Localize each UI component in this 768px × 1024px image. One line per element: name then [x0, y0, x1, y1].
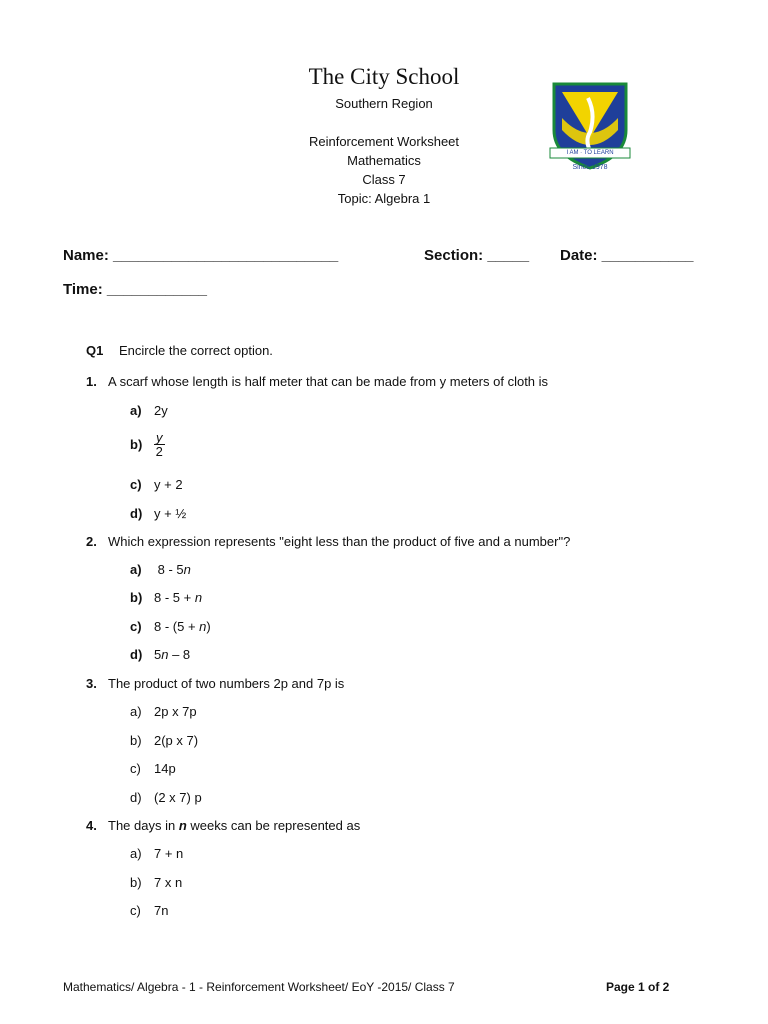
question-text: The days in [108, 818, 179, 833]
option-text: 7 + n [154, 846, 184, 861]
q3-option-a[interactable] [130, 704, 197, 719]
option-variable: n [199, 619, 207, 634]
option-text: 8 - (5 + [154, 619, 200, 634]
option-label: a) [130, 562, 142, 577]
logo-since: Since 1978 [572, 164, 608, 171]
option-label: c) [130, 903, 141, 918]
q3-option-c[interactable] [130, 761, 176, 776]
option-text: 5 [154, 647, 162, 662]
option-label: c) [130, 477, 142, 492]
page-number: Page 1 of 2 [606, 980, 670, 994]
q1-option-c[interactable] [130, 477, 183, 492]
q3-option-d[interactable] [130, 790, 202, 805]
fraction-numerator: y [156, 430, 163, 445]
question-number: 2. [86, 534, 97, 549]
q1-text: Encircle the correct option. [119, 343, 273, 358]
q3-option-b[interactable] [130, 733, 198, 748]
question-number: 4. [86, 818, 97, 833]
option-variable: n [183, 562, 191, 577]
option-text: 7n [154, 903, 169, 918]
question-text: A scarf whose length is half meter that can be made from y meters of cloth is [108, 374, 549, 389]
q1-option-b[interactable] [130, 431, 165, 458]
q4-option-c[interactable] [130, 903, 168, 918]
school-logo [548, 78, 632, 176]
region-line: Southern Region [335, 96, 433, 111]
date-field[interactable]: Date: ___________ [560, 247, 694, 264]
time-field[interactable]: Time: ____________ [63, 281, 208, 298]
q4-option-b[interactable] [130, 875, 182, 890]
question-4 [86, 818, 360, 833]
option-variable: n [161, 647, 169, 662]
question-text: Which expression represents "eight less than the product of five and a number"? [108, 534, 571, 549]
question-text: The product of two numbers 2p and 7p is [108, 676, 345, 691]
option-label: b) [130, 875, 142, 890]
school-title: The City School [308, 64, 460, 89]
question-number: 1. [86, 374, 97, 389]
q1-instruction [86, 343, 273, 358]
option-text: 2(p x 7) [154, 733, 199, 748]
question-number: 3. [86, 676, 97, 691]
option-text: 7 x n [154, 875, 183, 890]
q2-option-a[interactable] [130, 562, 191, 577]
option-text: 8 - 5 + [154, 590, 195, 605]
q2-option-b[interactable] [130, 590, 202, 605]
option-label: b) [130, 437, 143, 452]
option-text: (2 x 7) p [154, 790, 202, 805]
option-label: a) [130, 846, 142, 861]
fraction-y-over-2 [154, 431, 165, 458]
option-label: a) [130, 403, 142, 418]
q2-option-d[interactable] [130, 647, 190, 662]
option-text: 14p [154, 761, 176, 776]
question-3 [86, 676, 344, 691]
option-label: d) [130, 790, 142, 805]
q1-option-d[interactable] [130, 506, 186, 521]
option-label: c) [130, 761, 141, 776]
q1-option-a[interactable] [130, 403, 168, 418]
option-text: y + ½ [154, 506, 187, 521]
footer-left: Mathematics/ Algebra - 1 - Reinforcement Worksheet/ EoY -2015/ Class 7 [63, 980, 455, 994]
school-crest-icon [548, 78, 632, 176]
option-label: b) [130, 733, 142, 748]
option-text-end: – 8 [168, 647, 191, 662]
option-text-end: ) [206, 619, 211, 634]
topic-line: Topic: Algebra 1 [337, 191, 431, 206]
q4-option-a[interactable] [130, 846, 183, 861]
option-label: b) [130, 590, 143, 605]
logo-motto: I AM · TO LEARN [566, 150, 614, 156]
option-label: a) [130, 704, 142, 719]
option-text: 2y [154, 403, 168, 418]
class-line: Class 7 [362, 172, 406, 187]
worksheet-line: Reinforcement Worksheet [308, 134, 460, 149]
fraction-denominator: 2 [155, 444, 163, 459]
option-label: c) [130, 619, 142, 634]
subject-line: Mathematics [347, 153, 421, 168]
option-label: d) [130, 506, 143, 521]
q1-label: Q1 [86, 343, 104, 358]
question-text-end: weeks can be represented as [186, 818, 361, 833]
option-text: 8 - 5 [154, 562, 184, 577]
option-text: y + 2 [154, 477, 183, 492]
question-2 [86, 534, 570, 549]
question-variable: n [178, 818, 187, 833]
option-variable: n [194, 590, 203, 605]
section-field[interactable]: Section: _____ [424, 247, 530, 264]
option-text: 2p x 7p [154, 704, 197, 719]
option-label: d) [130, 647, 143, 662]
q2-option-c[interactable] [130, 619, 211, 634]
question-1 [86, 374, 548, 389]
name-field[interactable]: Name: ___________________________ [63, 247, 339, 264]
